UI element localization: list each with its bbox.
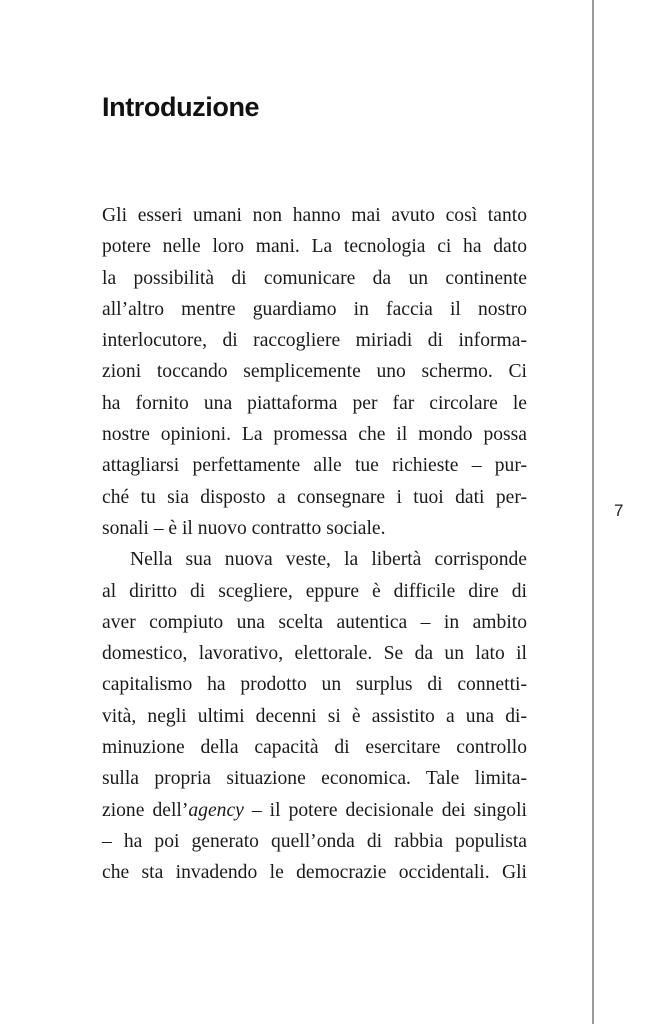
text-line: attagliarsi perfettamente alle tue richieste – pur- [102,455,527,477]
text-line: vità, negli ultimi decenni si è assistito a una di- [102,705,527,727]
italic-term: agency [188,799,244,821]
chapter-title: Introduzione [102,92,260,122]
text-line: zioni toccando semplicemente uno schermo. Ci [102,361,527,383]
text-line: minuzione della capacità di esercitare controllo [102,737,527,759]
text-line: capitalismo ha prodotto un surplus di connetti- [102,674,527,696]
text-line: all’altro mentre guardiamo in faccia il nostro [102,298,527,320]
text-line: Nella sua nuova veste, la libertà corrisponde [130,549,527,571]
text-line: domestico, lavorativo, elettorale. Se da un lato il [102,643,527,665]
page-margin [594,0,661,1024]
text-line: aver compiuto una scelta autentica – in ambito [102,611,527,633]
text-run: zione dell’ [102,799,189,821]
body-text [102,200,527,889]
text-line: Gli esseri umani non hanno mai avuto così tanto [102,205,527,226]
page-number: 7 [614,501,624,520]
text-line: nostre opinioni. La promessa che il mondo possa [102,424,527,446]
text-line: ché tu sia disposto a consegnare i tuoi dati per- [102,486,527,508]
text-line: ha fornito una piattaforma per far circolare le [102,392,527,414]
text-line: che sta invadendo le democrazie occidentali. Gli [102,862,527,884]
text-line: sulla propria situazione economica. Tale limita- [102,768,527,790]
text-line: sonali – è il nuovo contratto sociale. [102,517,386,539]
text-line-with-italic [102,795,527,826]
text-run: – il potere decisionale dei singoli [243,799,527,821]
text-line: la possibilità di comunicare da un continente [102,267,527,289]
text-line: – ha poi generato quell’onda di rabbia populista [102,830,527,852]
text-line: interlocutore, di raccogliere miriadi di informa- [102,330,527,352]
text-line: al diritto di scegliere, eppure è difficile dire di [102,580,527,602]
text-line: potere nelle loro mani. La tecnologia ci ha dato [102,236,527,258]
